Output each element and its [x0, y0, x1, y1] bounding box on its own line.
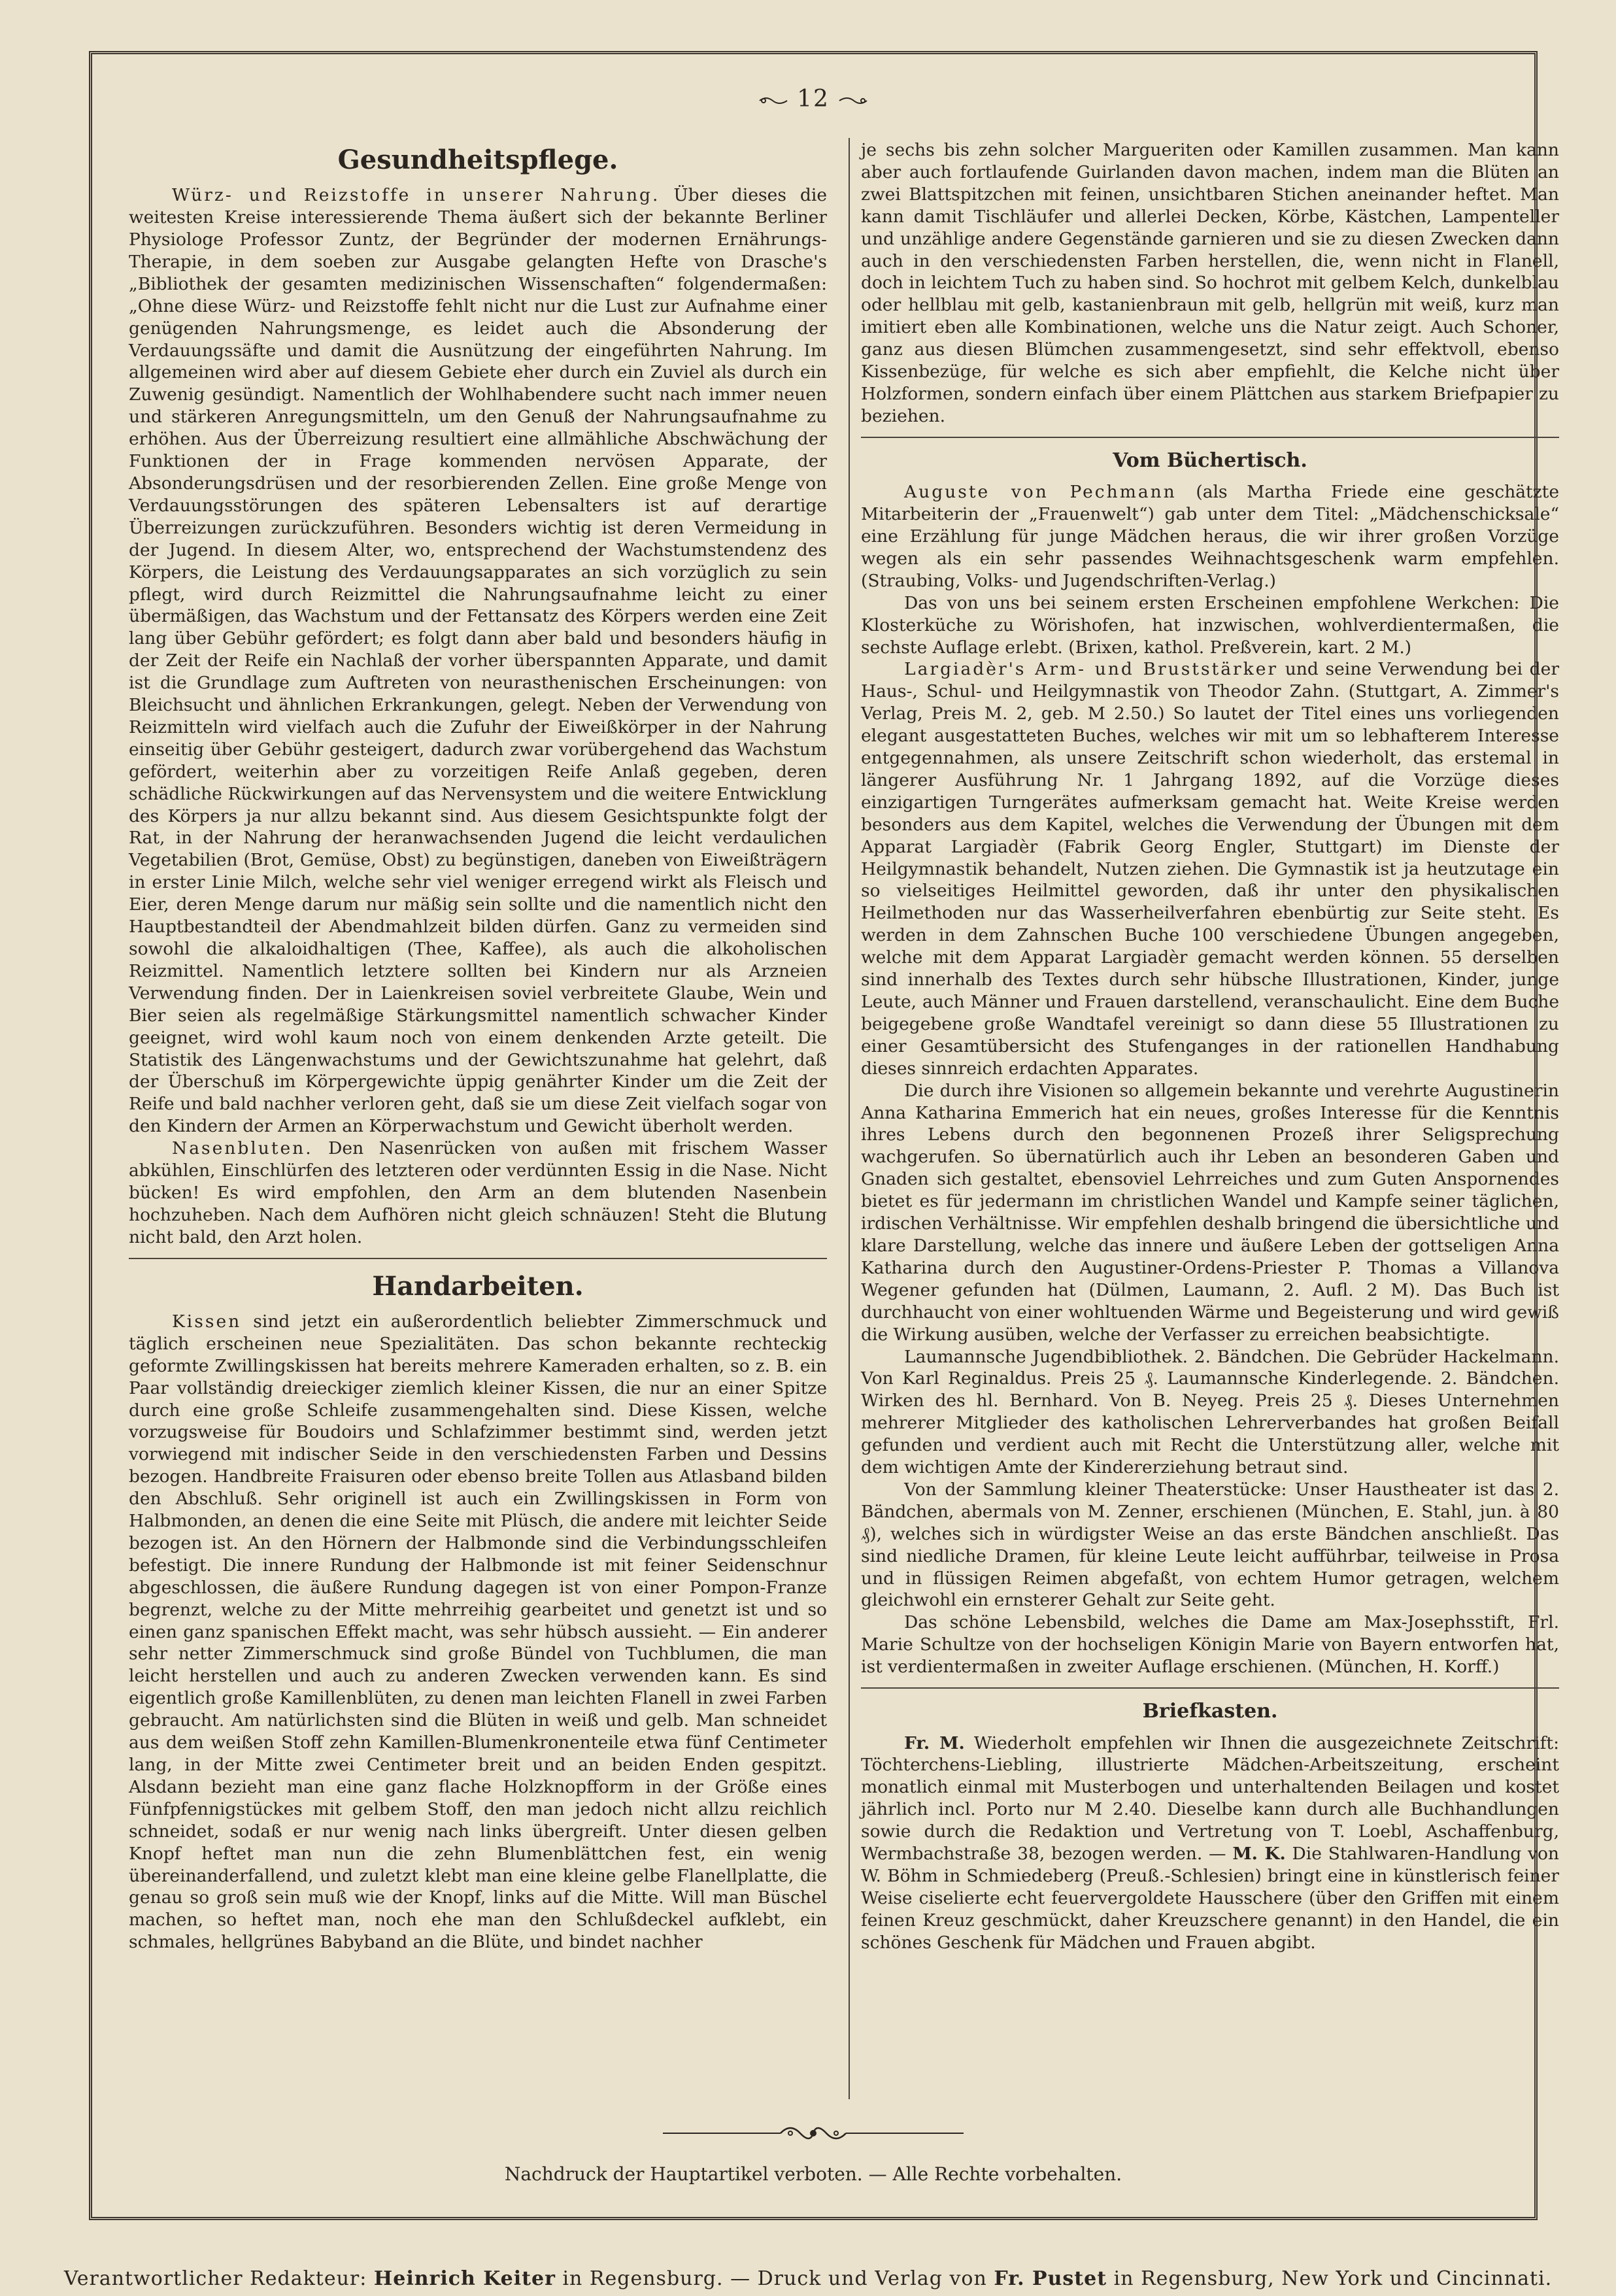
paragraph-lead: Fr. M. [904, 1732, 965, 1753]
paragraph-text: und seine Verwendung bei der Haus-, Schul- und Heilgymnastik von Theodor Zahn. (Stuttgart, A. Zimmer's Verlag, Preis M. 2, geb. M 2.50.) So lautet der Titel eines uns vorliegenden elegant ausgestatteten Buches, welches wir mit um so lebhafterem Interesse entgegennahmen, als unsere Zeitschrift schon wiederholt, das erstemal in längerer Ausführung Nr. 1 Jahrgang 1892, auf die Vorzüge dieses einzigartigen Turngerätes aufmerksam gemacht hat. Weite Kreise werden besonders aus dem Kapitel, welches die Verwendung der Übungen mit dem Apparat Largiadèr (Fabrik Georg Engler, Stuttgart) im Dienste der Heilgymnastik behandelt, Nutzen ziehen. Die Gymnastik ist ja heutzutage ein so vielseitiges Heilmittel geworden, daß ihr unter den physikalischen Heilmethoden nur das Wasserheilverfahren ebenbürtig zur Seite steht. Es werden in dem Zahnschen Buche 100 verschiedene Übungen angegeben, welche mit dem Apparat Largiadèr gemacht werden können. 55 derselben sind innerhalb des Textes durch sehr hübsche Illustrationen, Kinder, junge Leute, auch Männer und Frauen darstellend, veranschaulicht. Eine dem Buche beigegebene große Wandtafel vereinigt so dann diese 55 Illustrationen zu einer Gesamtübersicht des Stufenganges in der rationellen Handhabung dieses sinnreich erdachten Apparates. [861, 659, 1559, 1079]
section-title-handwork: Handarbeiten. [372, 1270, 584, 1302]
paragraph-lead: Kissen [172, 1311, 242, 1332]
article-paragraph: Laumannsche Jugendbibliothek. 2. Bändchen. Die Gebrüder Hackelmann. Von Karl Reginaldus. Preis 25 ₰. Laumannsche Kinderlegende. 2. Bändchen. Wirken des hl. Bernhard. Von B. Neyeg. Preis 25 ₰. Dieses Unternehmen mehrerer Mitglieder des katholischen Lehrerverbandes hat großen Beifall gefunden und verdient auch mit Recht die Unterstützung aller, welche mit dem wichtigen Amte der Kindererziehung betraut sind. [861, 1346, 1559, 1478]
article-paragraph [861, 658, 1559, 1079]
scroll-ornament-icon [656, 2120, 970, 2146]
article-paragraph [861, 1732, 1559, 1954]
paragraph-text: Über dieses die weitesten Kreise interessierende Thema äußert sich der bekannte Berliner Physiologe Professor Zuntz, der Begründer der modernen Ernährungs-Therapie, in dem soeben zur Ausgabe gelangten Hefte von Drasche's „Bibliothek der gesamten medizinischen Wissenschaften“ folgendermaßen: „Ohne diese Würz- und Reizstoffe fehlt nicht nur die Lust zur Aufnahme einer genügenden Nahrungsmenge, es leidet auch die Absonderung der Verdauungssäfte und damit die Ausnützung der eingeführten Nahrung. Im allgemeinen wird aber auf diesem Gebiete eher durch ein Zuviel als durch ein Zuwenig gesündigt. Namentlich der Wohlhabendere sucht nach immer neuen und stärkeren Anregungsmitteln, um den Genuß der Nahrungsaufnahme zu erhöhen. Aus der Überreizung resultiert eine allmähliche Abschwächung der Funktionen der in Frage kommenden nervösen Apparate, der Absonderungsdrüsen und der resorbierenden Zellen. Eine große Menge von Verdauungsstörungen des späteren Lebensalters ist auf derartige Überreizungen zurückzuführen. Besonders wichtig ist deren Vermeidung in der Jugend. In diesem Alter, wo, entsprechend der Wachstumstendenz des Körpers, die Leistung des Verdauungsapparates an sich vorzüglich zu sein pflegt, wird durch Reizmittel die Nahrungsaufnahme leicht zu einer übermäßigen, das Wachstum und der Fettansatz des Körpers werden eine Zeit lang über Gebühr gefördert; es folgt dann aber bald und besonders häufig in der Zeit der Reife ein Nachlaß der vorher überspannten Apparate, und damit ist die Grundlage zum Auftreten von neurasthenischen Erscheinungen: von Bleichsucht und ähnlichen Erkrankungen, gelegt. Neben der Verwendung von Reizmitteln wird vielfach auch die Zufuhr der Eiweißkörper in der Nahrung einseitig über Gebühr gesteigert, dadurch zwar vorübergehend das Wachstum gefördert, weiterhin aber zu vorzeitigen Reife Anlaß gegeben, deren schädliche Rückwirkungen auf das Nervensystem und die weitere Entwicklung des Körpers ja nur allzu bekannt sind. Aus diesem Gesichtspunkte folgt der Rat, in der Nahrung der heranwachsenden Jugend die leicht verdaulichen Vegetabilien (Brot, Gemüse, Obst) zu begünstigen, daneben von Eiweißträgern in erster Linie Milch, welche sehr viel weniger erregend wirkt als Fleisch und Eier, deren Menge darum nur mäßig sein sollte und die namentlich nicht den Hauptbestandteil der Abendmahlzeit bilden dürfen. Ganz zu vermeiden sind sowohl die alkaloidhaltigen (Thee, Kaffee), als auch die alkoholischen Reizmittel. Namentlich letztere sollten bei Kindern nur als Arzneien Verwendung finden. Der in Laienkreisen soviel verbreitete Glaube, Wein und Bier seien als regelmäßige Stärkungsmittel namentlich schwacher Kinder geeignet, wird wohl kaum noch von einem denkenden Arzte geteilt. Die Statistik des Längenwachstums und der Gewichtszunahme hat gelehrt, daß der Überschuß im Körpergewichte üppig genährter Kinder um die Zeit der Reife und bald nachher verloren geht, daß sie um diese Zeit vielfach sogar von den Kindern der Armen an Körperwachstum und Gewicht überholt werden. [129, 185, 827, 1137]
copyright-note: Nachdruck der Hauptartikel verboten. — Alle Rechte vorbehalten. [504, 2163, 1122, 2185]
column-divider [849, 138, 850, 2099]
article-paragraph: Das von uns bei seinem ersten Erscheinen empfohlene Werkchen: Die Klosterküche zu Wörishofen, hat inzwischen, wohlverdientermaßen, die sechste Auflage erlebt. (Brixen, kathol. Preßverein, kart. 2 M.) [861, 592, 1559, 658]
editor-name: Heinrich Keiter [373, 2267, 556, 2290]
left-column [129, 139, 827, 1953]
page-header [92, 86, 1534, 112]
paragraph-text: sind jetzt ein außerordentlich beliebter Zimmerschmuck und täglich erscheinen neue Spezialitäten. Das schon bekannte rechteckig geformte Zwillingskissen hat bereits mehrere Kameraden erhalten, so z. B. ein Paar vollständig dreieckiger ziemlich kleiner Kissen, die nur an einer Spitze durch eine große Schleife zusammengehalten sind. Diese Kissen, welche vorzugsweise für Boudoirs und Schlafzimmer bestimmt sind, werden jetzt vorwiegend mit indischer Seide in den verschiedensten Farben und Dessins bezogen. Handbreite Fraisuren oder ebenso breite Tollen aus Atlasband bilden den Abschluß. Sehr originell ist auch ein Zwillingskissen in Form von Halbmonden, an denen die eine Seite mit Plüsch, die andere mit leichter Seide bezogen ist. An den Hörnern der Halbmonde sind die Verbindungsschleifen befestigt. Die innere Rundung der Halbmonde ist mit feiner Seidenschnur abgeschlossen, die äußere Rundung dagegen ist von einer Pompon-Franze begrenzt, welche zu der Mitte mehrreihig gearbeitet und genetzt ist und so einen ganz spanischen Effekt macht, was sehr hübsch aussieht. — Ein anderer sehr netter Zimmerschmuck sind große Bündel von Tuchblumen, die man leicht herstellen und auch zu anderen Zwecken verwenden kann. Es sind eigentlich große Kamillenblüten, zu denen man leichten Flanell in zwei Farben gebraucht. Am natürlichsten sind die Blüten in weiß und gelb. Man schneidet aus dem weißen Stoff zehn Kamillen-Blumenkronenteile etwa fünf Centimeter lang, in der Mitte zwei Centimeter breit und an beiden Enden gespitzt. Alsdann bezieht man eine ganz flache Holzknopfform in der Größe eines Fünfpfennigstückes mit gelbem Stoff, den man jedoch nicht allzu reichlich schneidet, sodaß er nur wenig nach links übergreift. Unter diesen gelben Knopf heftet man nun die zehn Blumenblättchen fest, ein wenig übereinanderfallend, und zuletzt klebt man eine kleine gelbe Flanellplatte, die genau so groß sein muß wie der Knopf, links auf die Mitte. Will man Büschel machen, so heftet man, noch ehe man den Schlußdeckel aufklebt, ein schmales, hellgrünes Babyband an die Blüte, und bindet nachher [129, 1311, 827, 1953]
article-paragraph [129, 1311, 827, 1953]
paragraph-text: Die Stahlwaren-Handlung von W. Böhm in Schmiedeberg (Preuß.-Schlesien) bringt eine in künstlerisch feiner Weise ciselierte echt feuervergoldete Hausschere (über den Griffen mit einem feinen Kreuz geschmückt, daher Kreuzschere genannt) in den Handel, die ein schönes Geschenk für Mädchen und Frauen abgibt. [861, 1844, 1559, 1953]
article-paragraph [129, 1138, 827, 1249]
section-divider [129, 1258, 827, 1259]
paragraph-text: Den Nasenrücken von außen mit frischem Wasser abkühlen, Einschlürfen des letzteren oder verdünnten Essig in die Nase. Nicht bücken! Es wird empfohlen, den Arm an dem blutenden Nasenbein hochzuheben. Nach dem Aufhören nicht gleich schnäuzen! Steht die Blutung nicht bald, den Arzt holen. [129, 1138, 827, 1247]
paragraph-lead: Nasenbluten. [172, 1138, 313, 1159]
paragraph-lead: Auguste von Pechmann [904, 482, 1177, 503]
article-paragraph: Die durch ihre Visionen so allgemein bekannte und verehrte Augustinerin Anna Katharina Emmerich hat ein neues, großes Interesse für die Kenntnis ihres Lebens durch den begonnenen Prozeß ihrer Seligsprechung wachgerufen. So übernatürlich auch ihr Leben an besonderen Gaben und Gnaden sich gestaltet, ebensoviel Lehrreiches und zum Guten Anspornendes bietet es für jedermann im christlichen Wandel und Kampfe seiner täglichen, irdischen Verhältnisse. Wir empfehlen deshalb bringend die übersichtliche und klare Darstellung, welche das innere und äußere Leben der gottseligen Anna Katharina durch den Augustiner-Ordens-Priester P. Thomas a Villanova Wegener gefunden hat (Dülmen, Laumann, 2. Aufl. 2 M). Das Buch ist durchhaucht von einer wohltuenden Wärme und Begeisterung und wird gewiß die Wirkung ausüben, welche der Verfasser zu erreichen beabsichtigte. [861, 1080, 1559, 1345]
page-frame [89, 51, 1560, 2220]
article-paragraph: Das schöne Lebensbild, welches die Dame am Max-Josephsstift, Frl. Marie Schultze von der hochseligen Königin Marie von Bayern entworfen hat, ist verdientermaßen in zweiter Auflage erschienen. (München, H. Korff.) [861, 1612, 1559, 1678]
paragraph-lead: M. K. [1232, 1844, 1286, 1865]
article-paragraph [129, 184, 827, 1138]
bottom-ornament [92, 2120, 1534, 2149]
imprint-middle: in Regensburg. — Druck und Verlag von [555, 2267, 994, 2290]
article-paragraph: je sechs bis zehn solcher Margueriten oder Kamillen zusammen. Man kann aber auch fortlaufende Guirlanden davon machen, indem man die Blüten an zwei Blattspitzchen mit feinen, unsichtbaren Stichen aneinander heftet. Man kann damit Tischläufer und allerlei Decken, Körbe, Kästchen, Lampenteller und unzählige andere Gegenstände garnieren und sie zu diesen Zwecken dann auch in den verschiedensten Farben herstellen, die, wenn nicht in Flanell, doch in leichtem Tuch zu haben sind. So hochrot mit gelbem Kelch, dunkelblau oder hellblau mit gelb, kastanienbraun mit gelb, hellgrün mit weiß, kurz man imitiert eben alle Kombinationen, welche uns die Natur zeigt. Auch Schoner, ganz aus diesen Blümchen zusammengesetzt, sind sehr effektvoll, ebenso Kissenbezüge, für welche es sich aber empfiehlt, die Kelche nicht über Holzformen, sondern einfach über einem Plättchen aus starkem Briefpapier zu beziehen. [861, 140, 1559, 426]
section-title-books: Vom Büchertisch. [1113, 448, 1307, 472]
section-title-health: Gesundheitspflege. [337, 144, 618, 175]
paragraph-text: Wiederholt empfehlen wir Ihnen die ausgezeichnete Zeitschrift: Töchterchens-Liebling, illustrierte Mädchen-Arbeitszeitung, erscheint monatlich einmal mit Musterbogen und unterhaltenden Beilagen und kostet jährlich incl. Porto nur M 2.40. Dieselbe kann durch alle Buchhandlungen sowie durch die Redaktion und Vertretung von T. Loebl, Aschaffenburg, Wermbachstraße 38, bezogen werden. — [861, 1732, 1559, 1865]
left-flourish-icon [758, 95, 788, 107]
paragraph-lead: Würz- und Reizstoffe in unserer Nahrung. [172, 185, 660, 206]
paragraph-lead: Largiadèr's Arm- und Bruststärker [904, 659, 1279, 680]
right-column [861, 139, 1559, 1954]
imprint-line [0, 2267, 1616, 2290]
imprint-suffix: in Regensburg, New York und Cincinnati. [1107, 2267, 1553, 2290]
section-divider [861, 437, 1559, 438]
paragraph-text: (als Martha Friede eine geschätzte Mitarbeiterin der „Frauenwelt“) gab unter dem Titel: „Mädchenschicksale“ eine Erzählung für junge Mädchen heraus, die wir ihrer großen Vorzüge wegen als ein sehr passendes Weihnachtsgeschenk warm empfehlen. (Straubing, Volks- und Jugendschriften-Verlag.) [861, 482, 1560, 591]
right-flourish-icon [838, 95, 868, 107]
publisher-name: Fr. Pustet [994, 2267, 1107, 2290]
article-paragraph [861, 481, 1559, 592]
page-number: 12 [797, 86, 830, 112]
section-title-letters: Briefkasten. [1142, 1700, 1278, 1723]
imprint-prefix: Verantwortlicher Redakteur: [63, 2267, 374, 2290]
section-divider [861, 1687, 1559, 1689]
article-paragraph: Von der Sammlung kleiner Theaterstücke: Unser Haustheater ist das 2. Bändchen, abermals von M. Zenner, erschienen (München, E. Stahl, jun. à 80 ₰), welches sich in würdigster Weise an das erste Bändchen anschließt. Das sind niedliche Dramen, für kleine Leute leicht aufführbar, teilweise in Prosa und in flüssigen Reimen abgefaßt, von echtem Humor getragen, welchem gleichwohl ein ernsterer Gehalt zur Seite geht. [861, 1479, 1559, 1611]
